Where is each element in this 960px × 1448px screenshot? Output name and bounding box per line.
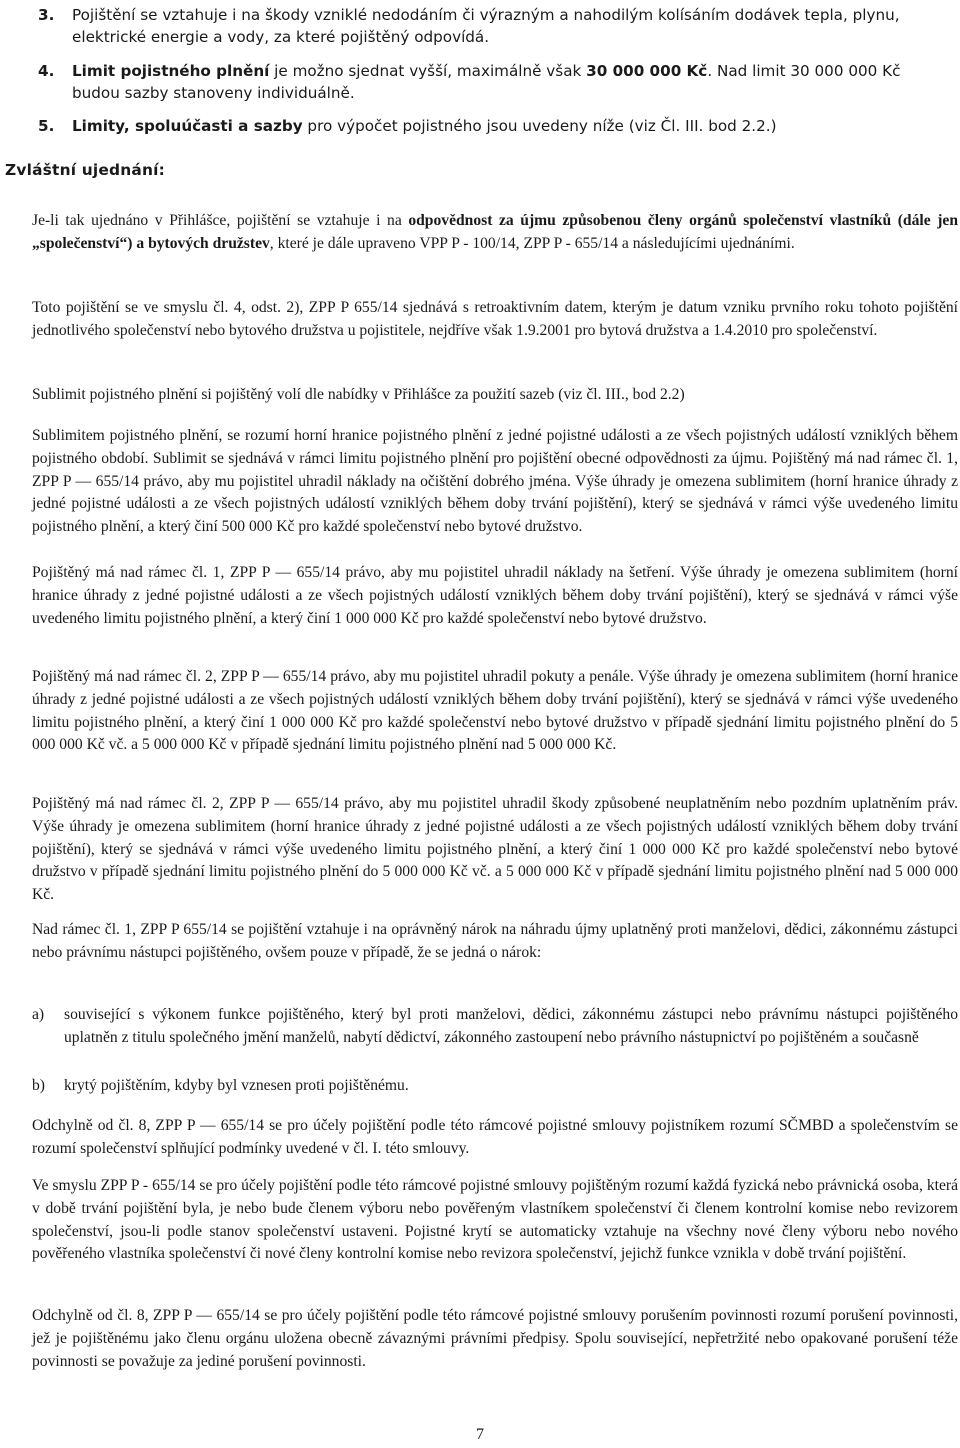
paragraph-sublimit-definice: Sublimitem pojistného plnění, se rozumí horní hranice pojistného plnění z jedné pojistné události a ze všech pojistných událostí vzniklých během pojistného období. Sublimit se sjednává v rámci limitu pojistného plnění pro pojištění obecné odpovědnosti za újmu. Pojištěný má nad rámec čl. 1, ZPP P — 655/14 právo, aby mu pojistitel uhradil náklady na očištění dobrého jména. Výše úhrady je omezena sublimitem (horní hranice úhrady z jedné pojistné události a ze všech pojistných událostí vzniklých během doby trvání pojištění), který se sjednává v rámci výše uvedeného limitu pojistného plnění, a který činí 500 000 Kč pro každé společenství nebo bytové družstvo.	[32, 427, 958, 536]
item-text: Limit pojistného plnění je možno sjednat vyšší, maximálně však 30 000 000 Kč. Nad limit 30 000 000 Kč budou sazby stanoveny individuálně.	[72, 62, 901, 102]
bold-scope: odpovědnost za újmu způsobenou členy orgánů společenství vlastníků (dále jen „společenství“) a bytových družstev	[32, 212, 958, 252]
paragraph-pojisteny: Ve smyslu ZPP P - 655/14 se pro účely pojištění podle této rámcové pojistné smlouvy pojištěným rozumí každá fyzická nebo právnická osoba, která v době trvání pojištění byla, je nebo bude členem výboru nebo pověřeným vlastníkem společenství či členem kontrolní komise nebo revizorem společenství, jsou-li podle stanov společenství ustaveni. Pojistné krytí se automaticky vztahuje na všechny nové členy výboru nebo nového pověřeného vlastníka společenství či nové členy kontrolní komise nebo revizora společenství, jejichž funkce vznikla v době trvání pojištění.	[32, 1177, 958, 1263]
paragraph-poruseni-povinnosti: Odchylně od čl. 8, ZPP P — 655/14 se pro účely pojištění podle této rámcové pojistné smlouvy porušením povinnosti rozumí porušení povinnosti, jež je pojištěnému jako členu orgánu uložena obecně závaznými právními předpisy. Spolu související, nepřetržité nebo opakované porušení téže povinnosti se považuje za jediné porušení povinnosti.	[32, 1307, 958, 1370]
list-text: související s výkonem funkce pojištěného, který byl proti manželovi, dědici, zákonnému zástupci nebo právnímu nástupci pojištěného uplatněn z titulu společného jmění manželů, nabytí dědictví, zákonného zastoupení nebo právního nástupnictví po pojištěném a současně	[64, 1006, 958, 1046]
paragraph-narok: Nad rámec čl. 1, ZPP P 655/14 se pojištění vztahuje i na oprávněný nárok na náhradu újmy uplatněný proti manželovi, dědici, zákonnému zástupci nebo právnímu nástupci pojištěného, ovšem pouze v případě, že se jedná o nárok:	[32, 921, 958, 961]
paragraph-sublimit-intro: Sublimit pojistného plnění si pojištěný volí dle nabídky v Přihlášce za použití sazeb (viz čl. III., bod 2.2)	[32, 386, 685, 403]
item-number: 5.	[38, 117, 55, 135]
paragraph-odpovednost: Je-li tak ujednáno v Přihlášce, pojištění se vztahuje i na odpovědnost za újmu způsobenou členy orgánů společenství vlastníků (dále jen „společenství“) a bytových družstev, které je dále upraveno VPP P - 100/14, ZPP P - 655/14 a následujícími ujednáními.	[32, 212, 958, 252]
numbered-item-5	[28, 115, 940, 137]
item-number: 4.	[38, 62, 55, 80]
paragraph-pojistnik: Odchylně od čl. 8, ZPP P — 655/14 se pro účely pojištění podle této rámcové pojistné smlouvy pojistníkem rozumí SČMBD a společenstvím se rozumí společenství splňující podmínky uvedené v čl. I. této smlouvy.	[32, 1117, 958, 1157]
list-label: b)	[32, 1077, 45, 1094]
paragraph-naklady-setreni: Pojištěný má nad rámec čl. 1, ZPP P — 655/14 právo, aby mu pojistitel uhradil náklady na šetření. Výše úhrady je omezena sublimitem (horní hranice úhrady z jedné pojistné události a ze všech pojistných událostí vzniklých během doby trvání pojištění), který se sjednává v rámci výše uvedeného limitu pojistného plnění, a který činí 1 000 000 Kč pro každé společenství nebo bytové družstvo.	[32, 564, 958, 627]
item-number: 3.	[38, 6, 55, 24]
list-item-b	[32, 1075, 958, 1098]
list-text: krytý pojištěním, kdyby byl vznesen proti pojištěnému.	[64, 1077, 409, 1094]
list-label: a)	[32, 1006, 45, 1023]
paragraph-neuplatneni-prav: Pojištěný má nad rámec čl. 2, ZPP P — 655/14 právo, aby mu pojistitel uhradil škody způsobené neuplatněním nebo pozdním uplatněním práv. Výše úhrady je omezena sublimitem (horní hranice úhrady z jedné pojistné události a ze všech pojistných událostí vzniklých během doby trvání pojištění), který se sjednává v rámci výše uvedeného limitu pojistného plnění, a který činí 1 000 000 Kč pro každé společenství nebo bytové družstvo v případě sjednání limitu pojistného plnění do 5 000 000 Kč vč. a 5 000 000 Kč v případě sjednání limitu pojistného plnění nad 5 000 000 Kč.	[32, 795, 958, 904]
list-item-a	[32, 1004, 958, 1050]
paragraph-pokuty-penale: Pojištěný má nad rámec čl. 2, ZPP P — 655/14 právo, aby mu pojistitel uhradil pokuty a penále. Výše úhrady je omezena sublimitem (horní hranice úhrady z jedné pojistné události a ze všech pojistných událostí vzniklých během doby trvání pojištění), který se sjednává v rámci výše uvedeného limitu pojistného plnění, a který činí 1 000 000 Kč pro každé společenství nebo bytové družstvo v případě sjednání limitu pojistného plnění do 5 000 000 Kč vč. a 5 000 000 Kč v případě sjednání limitu pojistného plnění nad 5 000 000 Kč.	[32, 668, 958, 754]
numbered-item-3	[28, 4, 940, 48]
numbered-item-4	[28, 60, 940, 104]
limits-label: Limity, spoluúčasti a sazby	[72, 117, 303, 135]
limit-value: 30 000 000 Kč	[586, 62, 708, 80]
section-heading: Zvláštní ujednání:	[5, 161, 165, 179]
limit-label: Limit pojistného plnění	[72, 62, 270, 80]
paragraph-retroaktivni: Toto pojištění se ve smyslu čl. 4, odst. 2), ZPP P 655/14 sjednává s retroaktivním datem, kterým je datum vzniku prvního roku tohoto pojištění jednotlivého společenství nebo bytového družstva u pojistitele, nejdříve však 1.9.2001 pro bytová družstva a 1.4.2010 pro společenství.	[32, 299, 958, 339]
item-text: Pojištění se vztahuje i na škody vzniklé nedodáním či výrazným a nahodilým kolísáním dodávek tepla, plynu, elektrické energie a vody, za které pojištěný odpovídá.	[72, 6, 900, 46]
item-text: Limity, spoluúčasti a sazby pro výpočet pojistného jsou uvedeny níže (viz Čl. III. bod 2.2.)	[72, 117, 777, 135]
page-number: 7	[476, 1426, 484, 1443]
